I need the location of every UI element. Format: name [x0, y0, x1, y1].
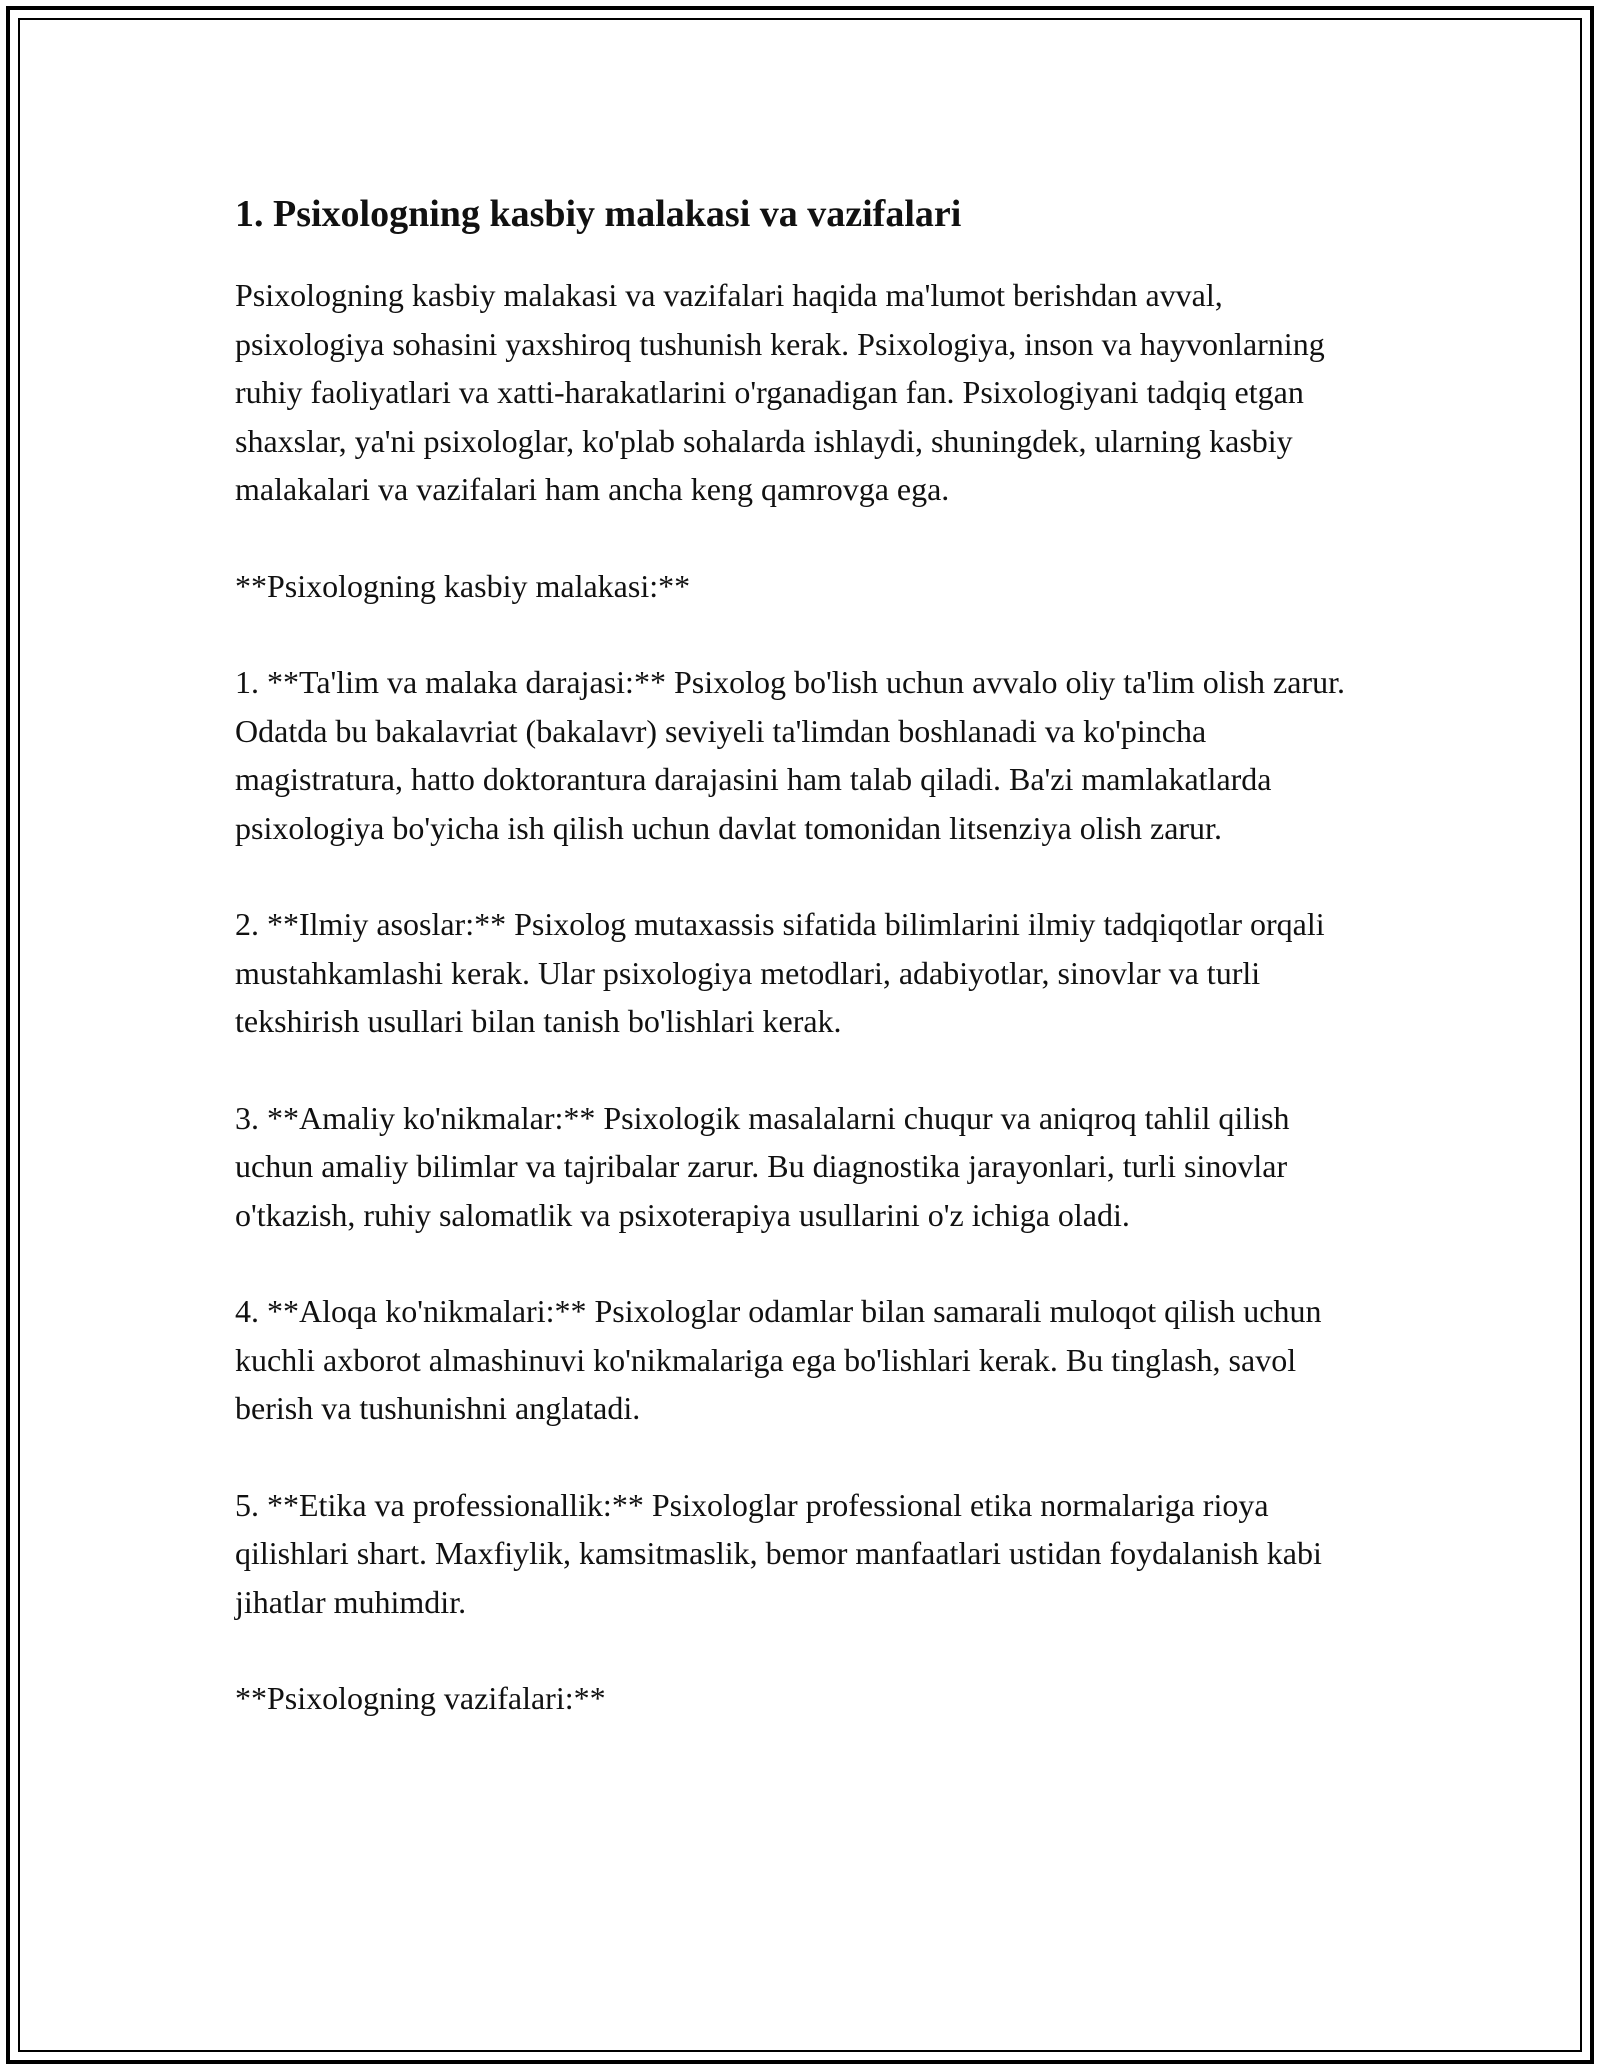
list-item-2: 2. **Ilmiy asoslar:** Psixolog mutaxassis sifatida bilimlarini ilmiy tadqiqotlar orqali mustahkamlashi kerak. Ular psixologiya metodlari, adabiyotlar, sinovlar va turli tekshirish usullari bilan tanish bo'lishlari kerak. [235, 906, 1325, 1039]
malaka-heading: **Psixologning kasbiy malakasi:** [235, 567, 691, 604]
vazifa-heading: **Psixologning vazifalari:** [235, 1680, 606, 1716]
list-item-3: 3. **Amaliy ko'nikmalar:** Psixologik masalalarni chuqur va aniqroq tahlil qilish uchun amaliy bilimlar va tajribalar zarur. Bu diagnostika jarayonlari, turli sinovlar o'tkazish, ruhiy salomatlik va psixoterapiya usullarini o'z ichiga oladi. [235, 1099, 1290, 1233]
list-item-4: 4. **Aloqa ko'nikmalari:** Psixologlar odamlar bilan samarali muloqot qilish uchun kuchli axborot almashinuvi ko'nikmalariga ega bo'lishlari kerak. Bu tinglash, savol berish va tushunishni anglatadi. [235, 1293, 1322, 1426]
document-title: 1. Psixologning kasbiy malakasi va vazifalari [235, 193, 962, 235]
intro-paragraph: Psixologning kasbiy malakasi va vazifalari haqida ma'lumot berishdan avval, psixologiya sohasini yaxshiroq tushunish kerak. Psixologiya, inson va hayvonlarning ruhiy faoliyatlari va xatti-harakatlarini o'rganadigan fan. Psixologiyani tadqiq etgan shaxslar, ya'ni psixologlar, ko'plab sohalarda ishlaydi, shuningdek, ularning kasbiy malakalari va vazifalari ham ancha keng qamrovga ega. [235, 277, 1325, 507]
list-item-1: 1. **Ta'lim va malaka darajasi:** Psixolog bo'lish uchun avvalo oliy ta'lim olish zarur. Odatda bu bakalavriat (bakalavr) seviyeli ta'limdan boshlanadi va ko'pincha magistratura, hatto doktorantura darajasini ham talab qiladi. Ba'zi mamlakatlarda psixologiya bo'yicha ish qilish uchun davlat tomonidan litsenziya olish zarur. [235, 664, 1345, 846]
list-item-5: 5. **Etika va professionallik:** Psixologlar professional etika normalariga rioya qilishlari shart. Maxfiylik, kamsitmaslik, bemor manfaatlari ustidan foydalanish kabi jihatlar muhimdir. [235, 1486, 1322, 1620]
document-body [235, 185, 1375, 1723]
